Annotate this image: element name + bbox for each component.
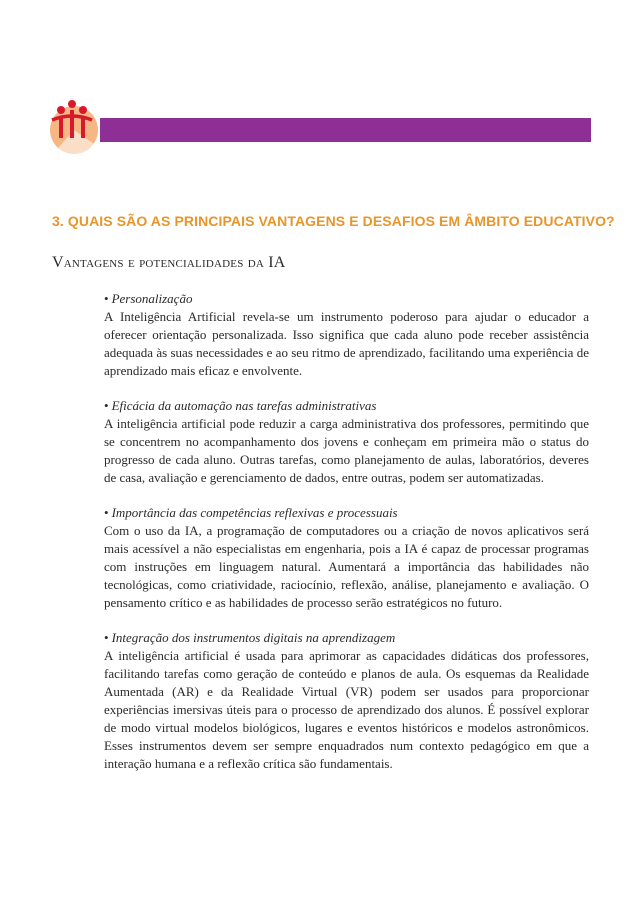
item-title bbox=[104, 290, 589, 308]
list-item bbox=[104, 397, 589, 487]
item-body: A inteligência artificial pode reduzir a carga administrativa dos professores, permitindo que se concentrem no acompanhamento dos jovens e conheçam em primeira mão o status do progresso de cada aluno. Outras tarefas, como planejamento de aulas, laboratórios, deveres de casa, avaliação e gerenciamento de dados, entre outras, podem ser automatizadas. bbox=[104, 416, 589, 485]
bullet-icon: • bbox=[104, 630, 109, 645]
header-bar bbox=[100, 118, 591, 142]
item-title-text: Integração dos instrumentos digitais na aprendizagem bbox=[111, 630, 396, 645]
subheading: Vantagens e potencialidades da IA bbox=[52, 254, 286, 271]
list-item bbox=[104, 504, 589, 612]
item-body: A inteligência artificial é usada para aprimorar as capacidades didáticas dos professores, facilitando tarefas como geração de conteúdo e planos de aula. Os esquemas da Realidade Aumentada (AR) e da Realidade Virtual (VR) podem ser usados para proporcionar experiências imersivas úteis para o processo de aprendizado dos alunos. É possível explorar de modo virtual modelos biológicos, lugares e eventos históricos e modelos astronômicos. Esses instrumentos devem ser sempre enquadrados num contexto pedagógico em que a interação humana e a reflexão crítica são fundamentais. bbox=[104, 648, 589, 771]
list-item bbox=[104, 290, 589, 380]
bullet-icon: • bbox=[104, 291, 109, 306]
bullet-icon: • bbox=[104, 505, 109, 520]
item-title-text: Personalização bbox=[111, 291, 193, 306]
advantages-list bbox=[104, 290, 589, 790]
item-title-text: Eficácia da automação nas tarefas administrativas bbox=[111, 398, 377, 413]
item-title-text: Importância das competências reflexivas e processuais bbox=[111, 505, 398, 520]
logo-icon bbox=[44, 96, 106, 158]
item-title bbox=[104, 629, 589, 647]
item-body: Com o uso da IA, a programação de computadores ou a criação de novos aplicativos será mais acessível a não especialistas em engenharia, pois a IA é capaz de processar programas com instruções em linguagem natural. Aumentará a importância das habilidades não tecnológicas, como criatividade, raciocínio, reflexão, análise, planejamento e avaliação. O pensamento crítico e as habilidades de processo serão estratégicos no futuro. bbox=[104, 523, 589, 610]
item-title bbox=[104, 504, 589, 522]
list-item bbox=[104, 629, 589, 773]
item-body: A Inteligência Artificial revela-se um instrumento poderoso para ajudar o educador a oferecer orientação personalizada. Isso significa que cada aluno pode receber assistência adequada às suas necessidades e ao seu ritmo de aprendizado, facilitando uma experiência de aprendizado mais eficaz e envolvente. bbox=[104, 309, 589, 378]
section-title: 3. QUAIS SÃO AS PRINCIPAIS VANTAGENS E DESAFIOS EM ÂMBITO EDUCATIVO? bbox=[52, 213, 615, 229]
bullet-icon: • bbox=[104, 398, 109, 413]
item-title bbox=[104, 397, 589, 415]
